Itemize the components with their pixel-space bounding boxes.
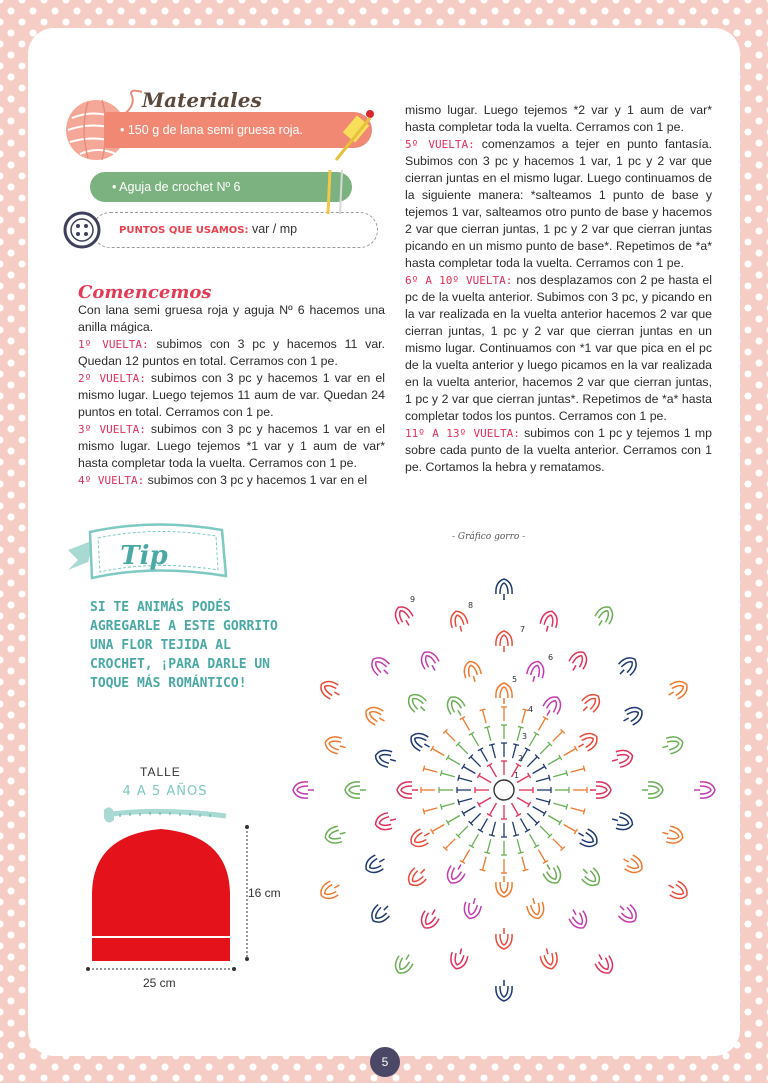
stitch-mark	[423, 766, 425, 772]
cluster-stitch	[660, 825, 684, 846]
cluster-stitch	[317, 677, 343, 702]
stitch-mark	[463, 718, 470, 730]
cluster-stitch	[540, 693, 565, 719]
stitch-mark	[571, 808, 585, 812]
cluster-stitch	[496, 980, 512, 1001]
stitch-mark	[513, 835, 519, 837]
round-number: 7	[520, 625, 526, 634]
stitch-mark	[536, 778, 550, 782]
stitch-mark	[553, 773, 567, 777]
intro-text: Con lana semi gruesa roja y aguja Nº 6 hacemos una anilla mágica.	[78, 303, 385, 334]
cluster-stitch	[443, 693, 468, 719]
stitch-mark	[448, 816, 460, 823]
cluster-stitch	[443, 860, 468, 886]
stitch-mark	[458, 799, 460, 805]
stitch-mark	[540, 826, 550, 836]
round-number: 3	[522, 732, 528, 741]
stitch-mark	[459, 799, 473, 803]
stitch-mark	[566, 770, 568, 776]
stitch-mark	[548, 758, 560, 765]
stitch-mark	[445, 731, 455, 741]
measuring-tape-icon	[100, 806, 230, 826]
instructions-column-left	[78, 302, 385, 489]
stitch-mark	[540, 744, 550, 754]
crochet-hook-icon	[330, 112, 376, 164]
crochet-diagram	[286, 556, 726, 1036]
stitch-mark	[463, 850, 470, 862]
width-dimension-line	[86, 966, 236, 972]
stitch-mark	[513, 822, 517, 836]
round-number: 1	[514, 771, 520, 780]
cluster-stitch	[525, 659, 546, 683]
stitch-mark	[441, 773, 455, 777]
tip-banner	[64, 520, 234, 590]
cluster-stitch	[694, 782, 715, 798]
stitch-mark	[533, 767, 545, 774]
cluster-stitch	[448, 946, 469, 970]
round-5	[405, 136, 712, 272]
diagram-title: - Gráfico gorro -	[452, 532, 526, 542]
stitch-mark	[533, 807, 545, 814]
stitch-mark	[530, 734, 537, 746]
round-number: 9	[410, 595, 416, 604]
stitch-mark	[564, 749, 576, 756]
material-item-yarn: • 150 g de lana semi gruesa roja.	[104, 112, 372, 148]
cluster-stitch	[391, 603, 416, 629]
cluster-stitch	[577, 863, 603, 889]
cluster-stitch	[590, 782, 611, 798]
stitch-mark	[490, 803, 497, 815]
round-label: 6º A 10º VUELTA:	[405, 274, 513, 287]
cluster-stitch	[664, 878, 690, 903]
stitch-mark	[487, 727, 491, 741]
round-text: nos desplazamos con 2 pe hasta el pc de la vuelta anterior. Subimos con 3 pc, y picando en la var realizada en la vuelta anterior hacemos 2 var que cierran juntas, 1 pc y 2 var que cierran juntas en un mismo lugar. Continuamos con *1 var que pica en el pc de la vuelta anterior y luego picamos en la var realizada en la vuelta anterior, hacemos 2 var que cierran juntas, 1 pc y 2 var que cierran juntas*. Repetimos de *a* hasta completar todos los puntos. Cerramos con 1 pe.	[405, 273, 713, 423]
cluster-stitch	[407, 729, 433, 754]
stitch-mark	[527, 757, 537, 767]
stitch-mark	[441, 803, 455, 807]
cluster-stitch	[448, 609, 469, 633]
cluster-stitch	[496, 683, 512, 704]
cluster-stitch	[417, 648, 442, 674]
cluster-stitch	[525, 896, 546, 920]
stitch-mark	[484, 726, 490, 728]
stitch-mark	[553, 731, 563, 741]
stitch-mark	[481, 749, 488, 761]
stitch-mark	[472, 834, 479, 846]
stitch-mark	[459, 778, 473, 782]
cluster-stitch	[577, 690, 603, 716]
stitch-mark	[527, 813, 537, 823]
stitch-mark	[583, 766, 585, 772]
round-text: subimos con 1 pc y tejemos 1 mp sobre cada punto de la vuelta anterior. Cerramos con 1 pe. Cortamos la hebra y rematamos.	[405, 426, 713, 474]
round-text: comenzamos a tejer en punto fantasía. Subimos con 3 pc y hacemos 1 var, 1 pc y 2 var que cierran juntas en el mismo lugar. Luego continuamos de la siguiente manera: *salteamos 1 punto de base y tejemos 1 var, salteamos otro punto de base y hacemos 2 var que cierran juntas, 1 pc y 2 var que cierran juntas picando en un mismo punto de base*. Repetimos de *a* hasta completar toda la vuelta. Cerramos con 1 pe.	[405, 137, 712, 270]
stitch-mark	[479, 776, 491, 783]
cluster-stitch	[619, 703, 645, 728]
stitch-mark	[523, 869, 529, 871]
cluster-stitch	[496, 928, 512, 949]
cluster-stitch	[540, 860, 565, 886]
cluster-stitch	[323, 734, 347, 755]
crochet-hook-icon	[320, 166, 350, 216]
width-label: 25 cm	[143, 976, 176, 990]
round-label: 11º A 13º VUELTA:	[405, 427, 520, 440]
cluster-stitch	[566, 905, 591, 931]
round-number: 4	[528, 705, 534, 714]
stitch-mark	[517, 727, 521, 741]
cluster-stitch	[496, 876, 512, 897]
stitch-mark	[458, 826, 468, 836]
stitch-mark	[539, 850, 546, 862]
cluster-stitch	[496, 631, 512, 652]
cluster-stitch	[614, 900, 640, 926]
stitches-used-value: var / mp	[251, 222, 298, 236]
stitch-mark	[440, 770, 442, 776]
round-text: subimos con 3 pc y hacemos 1 var en el mismo lugar. Luego tejemos *1 var y 1 aum de var* hasta completar toda la vuelta. Cerramos con 1 pe.	[78, 422, 386, 470]
stitch-mark	[548, 816, 560, 823]
stitches-used-label: PUNTOS QUE USAMOS:	[119, 225, 249, 236]
round-text: subimos con 3 pc y hacemos 1 var en el	[147, 473, 368, 487]
cluster-stitch	[566, 648, 591, 674]
stitch-mark	[458, 744, 468, 754]
stitch-mark	[463, 807, 475, 814]
stitch-mark	[448, 758, 460, 765]
stitches-used	[92, 212, 378, 248]
cluster-stitch	[592, 603, 617, 629]
stitch-mark	[522, 710, 526, 724]
stitch-mark	[513, 744, 519, 746]
stitch-mark	[564, 825, 576, 832]
cluster-stitch	[462, 659, 483, 683]
stitch-mark	[424, 808, 438, 812]
size-age: 4 A 5 AÑOS	[122, 784, 208, 799]
stitch-mark	[492, 822, 496, 836]
cluster-stitch	[367, 653, 393, 679]
stitch-mark	[481, 819, 488, 831]
round-number: 8	[468, 601, 474, 610]
cluster-stitch	[404, 690, 430, 716]
round-text: subimos con 3 pc y hacemos 1 var en el mismo lugar. Luego tejemos 11 aum de var. Quedan 24 puntos en total. Cerramos con 1 pe.	[78, 371, 386, 419]
stitch-mark	[490, 765, 497, 777]
stitch-mark	[479, 798, 491, 805]
cluster-stitch	[407, 826, 433, 851]
stitch-mark	[480, 709, 486, 711]
stitch-mark	[423, 809, 425, 815]
instructions-column-right	[405, 102, 712, 476]
stitch-mark	[487, 839, 491, 853]
stitch-mark	[571, 769, 585, 773]
round-4-continued: mismo lugar. Luego tejemos *2 var y 1 aum de var* hasta completar toda la vuelta. Cerramos con 1 pe.	[405, 103, 712, 134]
stitch-mark	[484, 852, 490, 854]
tip-text: SI TE ANIMÁS PODÉS AGREGARLE A ESTE GORRITO UNA FLOR TEJIDA AL CROCHET, ¡PARA DARLE UN TOQUE MÁS ROMÁNTICO!	[90, 600, 278, 691]
material-item-hook: • Aguja de crochet Nº 6	[90, 172, 352, 202]
stitch-mark	[583, 809, 585, 815]
cluster-stitch	[539, 946, 560, 970]
stitch-mark	[522, 857, 526, 871]
round-label: 3º VUELTA:	[78, 423, 146, 436]
cluster-stitch	[391, 950, 416, 976]
tip-title: Tip	[120, 541, 168, 571]
stitch-mark	[480, 869, 486, 871]
stitch-mark	[530, 834, 537, 846]
cluster-stitch	[539, 609, 560, 633]
round-label: 4º VUELTA:	[78, 474, 145, 487]
material-item-yarn-text: 150 g de lana semi gruesa roja.	[127, 123, 303, 137]
cluster-stitch	[592, 950, 617, 976]
cluster-stitch	[362, 852, 388, 877]
stitch-mark	[553, 839, 563, 849]
cluster-stitch	[610, 811, 634, 832]
cluster-stitch	[664, 677, 690, 702]
cluster-stitch	[367, 900, 393, 926]
cluster-stitch	[373, 811, 397, 832]
cluster-stitch	[404, 863, 430, 889]
cluster-stitch	[660, 734, 684, 755]
stitch-mark	[513, 745, 517, 759]
round-4	[78, 472, 385, 489]
stitch-mark	[463, 767, 475, 774]
stitch-mark	[483, 710, 487, 724]
stitch-mark	[517, 839, 521, 853]
stitch-mark	[492, 745, 496, 759]
height-label: 16 cm	[248, 886, 281, 900]
stitch-mark	[521, 819, 528, 831]
stitch-mark	[432, 825, 444, 832]
cluster-stitch	[417, 905, 442, 931]
stitch-mark	[566, 804, 568, 810]
round-6-10	[405, 272, 712, 425]
cluster-stitch	[642, 782, 663, 798]
stitch-mark	[518, 726, 524, 728]
round-3	[78, 421, 385, 472]
cluster-stitch	[317, 878, 343, 903]
stitch-mark	[445, 839, 455, 849]
round-number: 2	[518, 754, 524, 763]
cluster-stitch	[345, 782, 366, 798]
cluster-stitch	[373, 748, 397, 769]
cluster-stitch	[362, 703, 388, 728]
stitch-mark	[512, 803, 519, 815]
materials-title: Materiales	[142, 88, 262, 112]
round-number: 5	[512, 675, 518, 684]
round-label: 5º VUELTA:	[405, 138, 475, 151]
size-label: TALLE	[140, 765, 181, 779]
cluster-stitch	[610, 748, 634, 769]
cluster-stitch	[293, 782, 314, 798]
page-number: 5	[370, 1047, 400, 1077]
magic-ring	[494, 780, 514, 800]
round-label: 2º VUELTA:	[78, 372, 146, 385]
section-heading: Comencemos	[78, 282, 212, 303]
stitch-mark	[471, 757, 481, 767]
stitch-mark	[483, 857, 487, 871]
stitch-mark	[472, 734, 479, 746]
cluster-stitch	[496, 579, 512, 600]
stitch-mark	[553, 803, 567, 807]
round-11-13	[405, 425, 712, 476]
hat-illustration	[86, 825, 236, 961]
cluster-stitch	[462, 896, 483, 920]
stitch-mark	[440, 804, 442, 810]
stitch-mark	[549, 775, 551, 781]
round-1	[78, 336, 385, 370]
cluster-stitch	[574, 826, 600, 851]
stitch-mark	[489, 835, 495, 837]
stitch-mark	[536, 799, 550, 803]
cluster-stitch	[614, 653, 640, 679]
sewing-button-icon	[62, 210, 102, 250]
stitch-mark	[432, 749, 444, 756]
cluster-stitch	[323, 825, 347, 846]
stitch-mark	[517, 798, 529, 805]
stitch-mark	[539, 718, 546, 730]
round-2	[78, 370, 385, 421]
stitch-mark	[458, 775, 460, 781]
stitch-mark	[424, 769, 438, 773]
stitch-mark	[549, 799, 551, 805]
round-text: subimos con 3 pc y hacemos 11 var. Quedan 12 puntos en total. Cerramos con 1 pe.	[78, 337, 385, 368]
round-number: 6	[548, 653, 554, 662]
cluster-stitch	[574, 729, 600, 754]
cluster-stitch	[619, 852, 645, 877]
cluster-stitch	[397, 782, 418, 798]
material-item-hook-text: Aguja de crochet Nº 6	[119, 180, 241, 194]
stitch-mark	[518, 852, 524, 854]
stitch-mark	[471, 813, 481, 823]
stitch-mark	[489, 744, 495, 746]
round-label: 1º VUELTA:	[78, 338, 149, 351]
